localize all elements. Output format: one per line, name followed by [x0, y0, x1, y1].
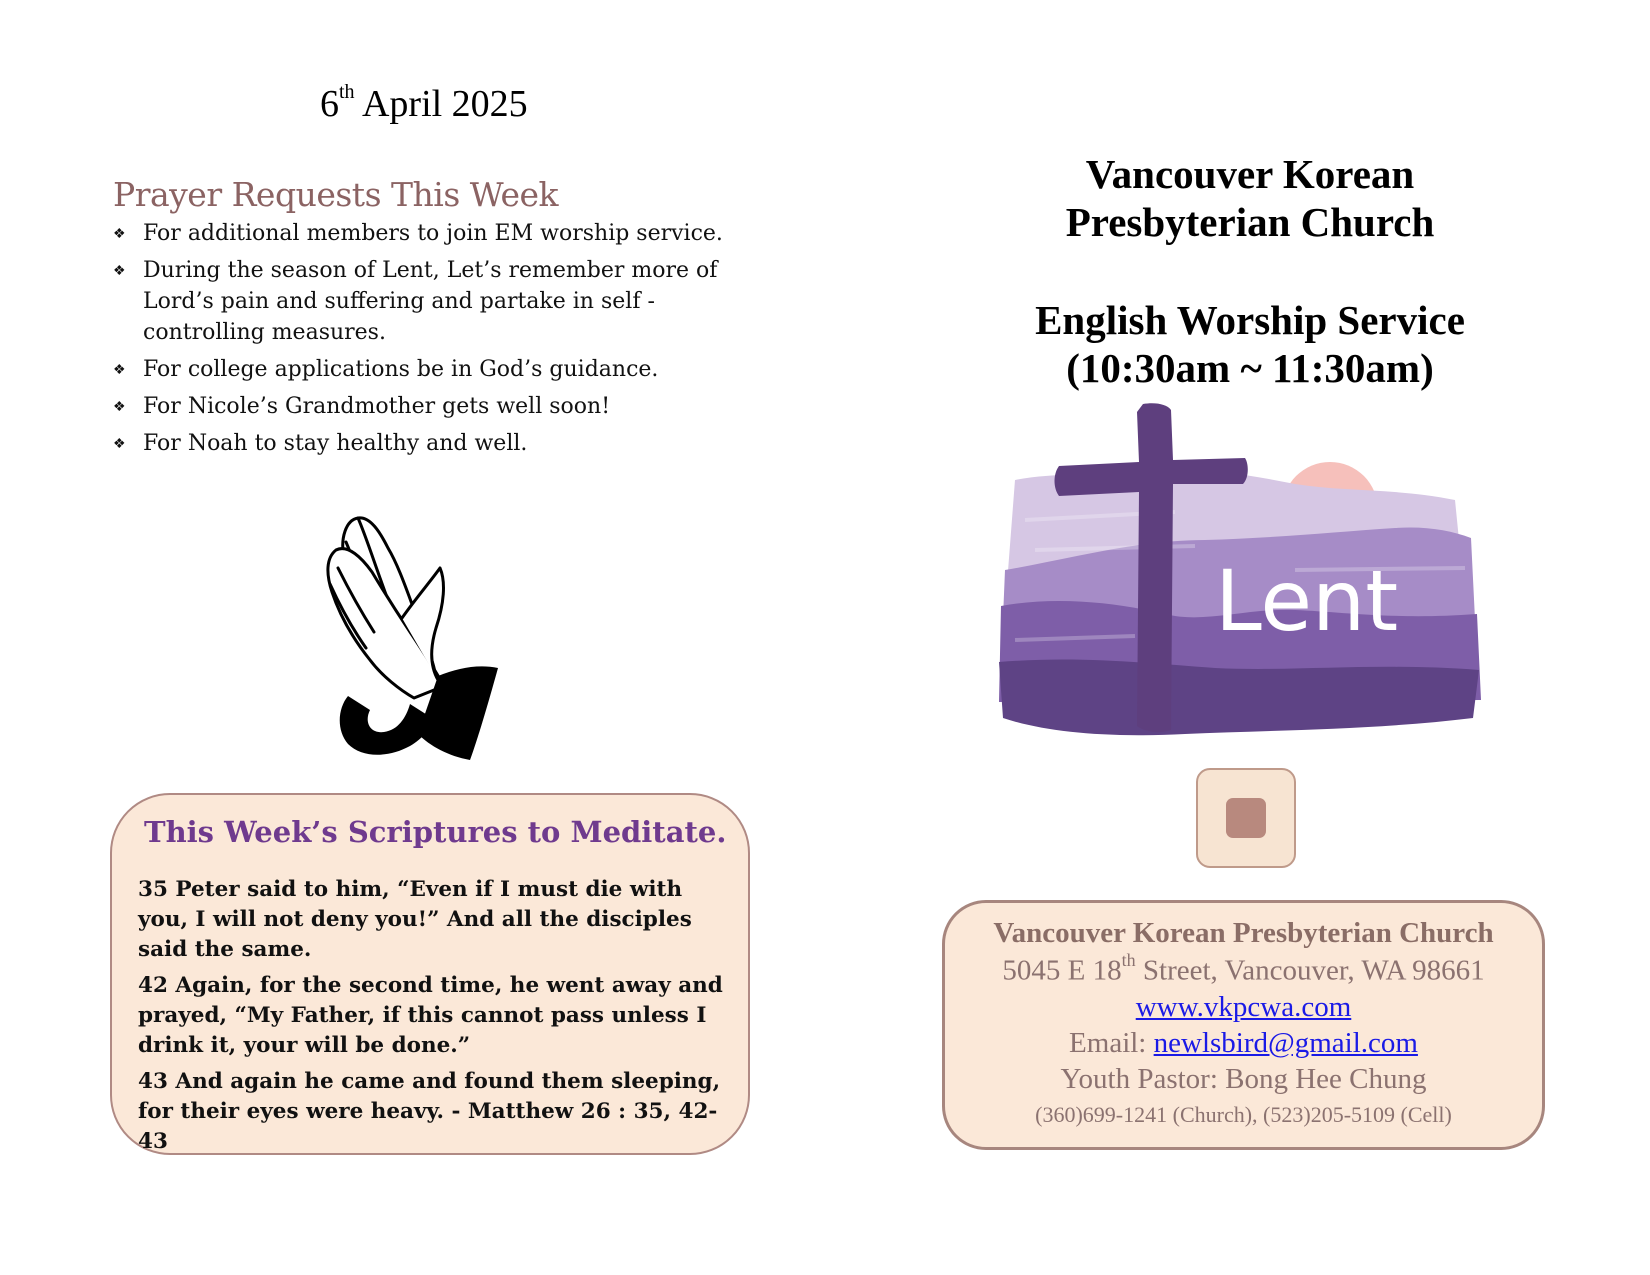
stop-button[interactable]	[1196, 768, 1296, 868]
scripture-verse: 35 Peter said to him, “Even if I must die with you, I will not deny you!” And all the disciples said the same.	[138, 877, 692, 962]
prayer-item-text: For additional members to join EM worship service.	[143, 221, 723, 246]
bulletin-date	[320, 82, 528, 126]
lent-text: Lent	[1215, 552, 1399, 650]
address-rest: Street, Vancouver, WA 98661	[1135, 954, 1485, 987]
website-link[interactable]: www.vkpcwa.com	[1135, 991, 1352, 1023]
prayer-item	[113, 354, 753, 385]
diamond-bullet-icon: ❖	[113, 263, 126, 279]
lent-cross-image	[995, 400, 1485, 745]
date-suffix: th	[339, 81, 355, 104]
scripture-title: This Week’s Scriptures to Meditate.	[144, 815, 727, 849]
address-suffix: th	[1121, 950, 1136, 970]
scripture-verse: 43 And again he came and found them sleeping, for their eyes were heavy. - Matthew 26 : 35, 42-43	[138, 1069, 721, 1154]
address-number: 5045 E 18	[1002, 954, 1122, 987]
contact-address	[945, 950, 1542, 988]
stop-icon	[1226, 798, 1266, 838]
prayer-item	[113, 428, 753, 459]
phone-numbers: (360)699-1241 (Church), (523)205-5109 (Cell)	[1035, 1102, 1452, 1127]
date-month-year: April 2025	[361, 83, 528, 125]
diamond-bullet-icon: ❖	[113, 226, 126, 242]
email-link[interactable]: newlsbird@gmail.com	[1153, 1027, 1418, 1059]
prayer-item	[113, 391, 753, 422]
contact-website-line	[945, 991, 1542, 1024]
email-label: Email:	[1069, 1027, 1154, 1059]
scripture-box	[110, 793, 750, 1155]
church-title	[950, 150, 1550, 246]
youth-pastor: Youth Pastor: Bong Hee Chung	[1060, 1063, 1427, 1095]
praying-hands-icon	[318, 508, 528, 768]
contact-info-box	[942, 900, 1545, 1150]
prayer-item	[113, 255, 753, 348]
diamond-bullet-icon: ❖	[113, 362, 126, 378]
prayer-item	[113, 218, 753, 249]
contact-email-line	[945, 1027, 1542, 1060]
diamond-bullet-icon: ❖	[113, 399, 126, 415]
date-day: 6	[320, 83, 339, 125]
prayer-item-text: For Nicole’s Grandmother gets well soon!	[143, 394, 611, 419]
diamond-bullet-icon: ❖	[113, 436, 126, 452]
prayer-item-text: For college applications be in God’s guidance.	[143, 357, 659, 382]
service-name: English Worship Service	[1035, 297, 1465, 343]
service-time: (10:30am ~ 11:30am)	[1066, 345, 1434, 391]
contact-church-name: Vancouver Korean Presbyterian Church	[993, 917, 1494, 949]
church-title-line2: Presbyterian Church	[1065, 199, 1435, 245]
church-title-line1: Vancouver Korean	[1085, 151, 1415, 197]
prayer-requests-heading: Prayer Requests This Week	[113, 175, 559, 214]
scripture-verse: 42 Again, for the second time, he went away and prayed, “My Father, if this cannot pass unless I drink it, your will be done.”	[138, 973, 723, 1058]
prayer-requests-list	[113, 218, 753, 465]
prayer-item-text: During the season of Lent, Let’s remember more of Lord’s pain and suffering and partake in self - controlling measures.	[143, 258, 718, 345]
prayer-item-text: For Noah to stay healthy and well.	[143, 431, 528, 456]
service-title	[950, 296, 1550, 392]
scripture-verses	[138, 875, 738, 1163]
